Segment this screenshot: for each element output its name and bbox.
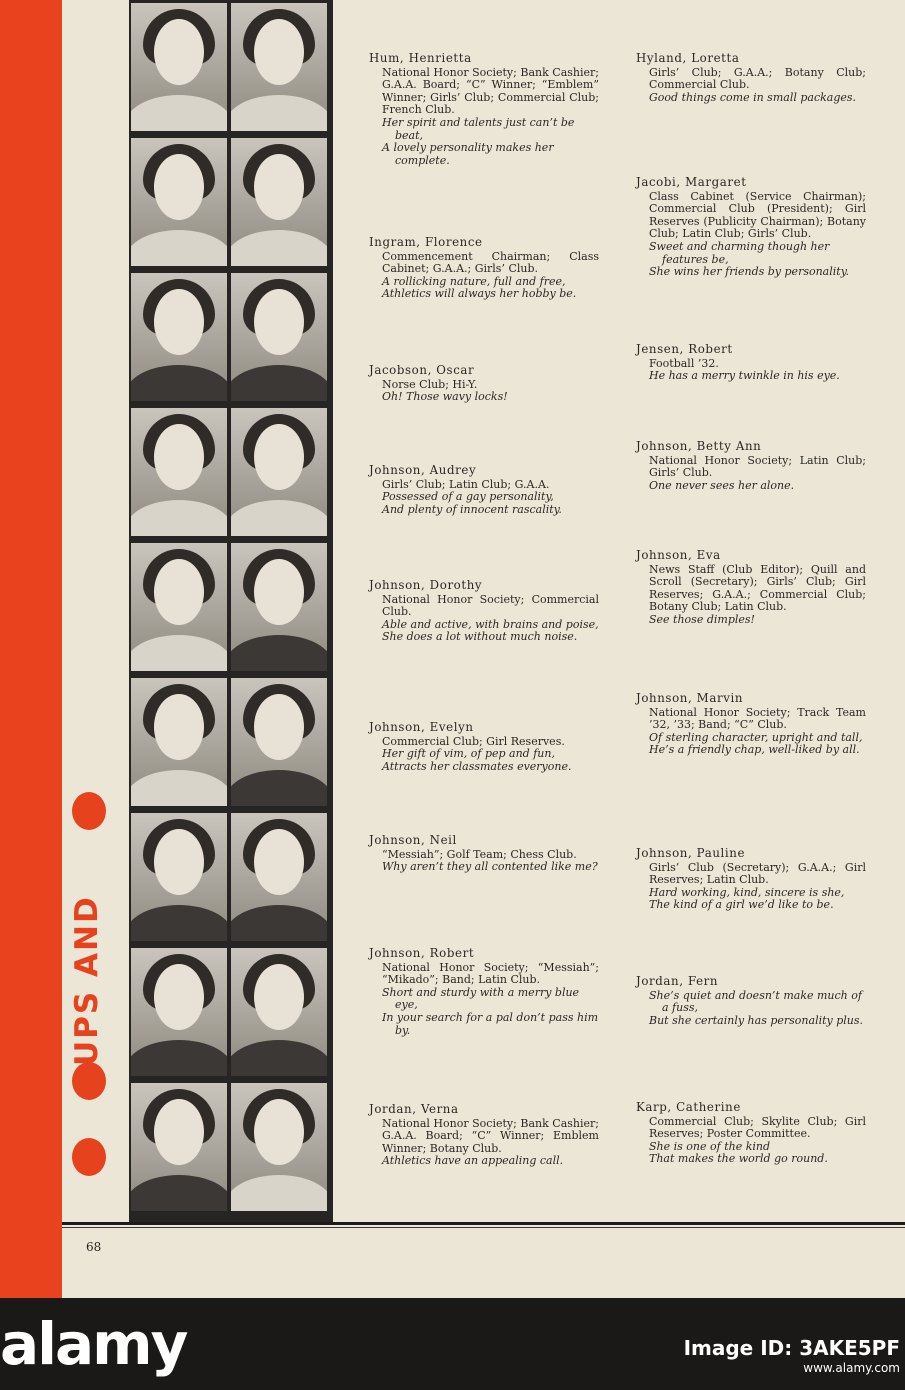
student-quote bbox=[369, 987, 599, 1037]
student-quote bbox=[636, 887, 866, 912]
senior-entry bbox=[369, 464, 599, 516]
student-name: Hum, Henrietta bbox=[369, 51, 472, 65]
senior-entry bbox=[369, 579, 599, 644]
senior-entry bbox=[636, 52, 866, 104]
accent-stripe bbox=[0, 0, 62, 1298]
student-name: Johnson, Audrey bbox=[369, 463, 477, 477]
student-name: Johnson, Betty Ann bbox=[636, 439, 762, 453]
student-portrait bbox=[131, 1083, 227, 1211]
student-name: Jacobson, Oscar bbox=[369, 363, 475, 377]
senior-entry bbox=[636, 847, 866, 912]
quote-line: Of sterling character, upright and tall, bbox=[649, 730, 863, 744]
student-quote bbox=[369, 491, 599, 516]
student-portrait bbox=[231, 273, 327, 401]
quote-line: But she certainly has personality plus. bbox=[649, 1013, 864, 1027]
student-quote bbox=[369, 117, 599, 167]
bottom-rule bbox=[62, 1222, 905, 1225]
decorative-dot bbox=[72, 792, 106, 830]
student-activities: Commencement Chairman; Class Cabinet; G.A.A.; Girls’ Club. bbox=[382, 249, 599, 276]
student-activities: National Honor Society; Commercial Club. bbox=[382, 592, 599, 619]
student-portrait bbox=[231, 408, 327, 536]
senior-entry bbox=[369, 236, 599, 301]
quote-line: Oh! Those wavy locks! bbox=[382, 390, 508, 404]
senior-entry bbox=[636, 176, 866, 279]
quote-line: The kind of a girl we’d like to be. bbox=[649, 898, 834, 912]
senior-entry bbox=[369, 947, 599, 1037]
student-name: Johnson, Marvin bbox=[636, 691, 744, 705]
student-name: Johnson, Eva bbox=[636, 548, 721, 562]
page-number: 68 bbox=[86, 1240, 102, 1254]
student-quote bbox=[369, 391, 599, 404]
student-quote bbox=[369, 1155, 599, 1168]
student-portrait bbox=[231, 543, 327, 671]
quote-line: She wins her friends by personality. bbox=[649, 265, 849, 279]
quote-line: Attracts her classmates everyone. bbox=[382, 759, 572, 773]
student-name: Jensen, Robert bbox=[636, 342, 733, 356]
quote-line: One never sees her alone. bbox=[649, 478, 795, 492]
quote-line: A lovely personality makes her complete. bbox=[382, 141, 554, 167]
student-activities: Football ’32. bbox=[649, 356, 719, 370]
student-portrait bbox=[131, 3, 227, 131]
quote-line: Why aren’t they all contented like me? bbox=[382, 860, 598, 874]
student-portrait bbox=[231, 678, 327, 806]
student-name: Johnson, Dorothy bbox=[369, 578, 483, 592]
student-activities: Commercial Club; Girl Reserves. bbox=[382, 734, 565, 748]
student-name: Johnson, Pauline bbox=[636, 846, 746, 860]
quote-line: Athletics will always her hobby be. bbox=[382, 287, 577, 301]
senior-entry bbox=[369, 1103, 599, 1168]
quote-line: Able and active, with brains and poise, bbox=[382, 617, 599, 631]
senior-entry bbox=[636, 975, 866, 1027]
quote-line: That makes the world go round. bbox=[649, 1152, 828, 1166]
photo-grid bbox=[129, 0, 333, 1222]
student-portrait bbox=[131, 948, 227, 1076]
quote-line: He’s a friendly chap, well-liked by all. bbox=[649, 743, 860, 757]
senior-entry bbox=[636, 1101, 866, 1166]
student-activities: National Honor Society; Bank Cashier; G.A.A. Board; “C” Winner; “Emblem” Winner; Girls’ Club; Commercial Club; French Club. bbox=[382, 65, 599, 117]
senior-entry bbox=[636, 692, 866, 757]
quote-line: She does a lot without much noise. bbox=[382, 630, 578, 644]
quote-line: Sweet and charming though her features be, bbox=[649, 239, 830, 266]
decorative-dot bbox=[72, 1138, 106, 1176]
student-activities: News Staff (Club Editor); Quill and Scroll (Secretary); Girls’ Club; Girl Reserves; G.A.A.; Commercial Club; Botany Club; Latin Club. bbox=[649, 562, 866, 614]
student-portrait bbox=[131, 543, 227, 671]
student-portrait bbox=[231, 1083, 327, 1211]
student-activities: National Honor Society; “Messiah”; “Mikado”; Band; Latin Club. bbox=[382, 960, 599, 987]
senior-entry bbox=[369, 52, 599, 167]
student-quote bbox=[636, 480, 866, 493]
student-activities: Girls’ Club; Latin Club; G.A.A. bbox=[382, 477, 550, 491]
quote-line: Good things come in small packages. bbox=[649, 90, 857, 104]
student-name: Jacobi, Margaret bbox=[636, 175, 747, 189]
student-quote bbox=[369, 619, 599, 644]
student-quote bbox=[636, 92, 866, 105]
student-activities: Class Cabinet (Service Chairman); Commercial Club (President); Girl Reserves (Publicity Chairman); Botany Club; Latin Club; Girls’ Club. bbox=[649, 189, 866, 241]
senior-entry bbox=[636, 343, 866, 383]
decorative-dot bbox=[72, 1062, 106, 1100]
senior-entry bbox=[369, 834, 599, 874]
student-name: Jordan, Fern bbox=[636, 974, 719, 988]
quote-line: See those dimples! bbox=[649, 612, 755, 626]
student-activities: National Honor Society; Latin Club; Girls’ Club. bbox=[649, 453, 866, 480]
student-name: Ingram, Florence bbox=[369, 235, 483, 249]
quote-line: Short and sturdy with a merry blue eye, bbox=[382, 985, 580, 1012]
stock-url: www.alamy.com bbox=[803, 1361, 900, 1375]
student-quote bbox=[636, 370, 866, 383]
student-portrait bbox=[131, 138, 227, 266]
student-activities: Girls’ Club; G.A.A.; Botany Club; Commercial Club. bbox=[649, 65, 866, 92]
quote-line: And plenty of innocent rascality. bbox=[382, 502, 562, 516]
quote-line: Her gift of vim, of pep and fun, bbox=[382, 747, 555, 761]
student-portrait bbox=[231, 3, 327, 131]
quote-line: A rollicking nature, full and free, bbox=[382, 274, 566, 288]
student-quote bbox=[636, 732, 866, 757]
senior-entry bbox=[369, 364, 599, 404]
senior-entry bbox=[369, 721, 599, 773]
student-name: Johnson, Evelyn bbox=[369, 720, 474, 734]
quote-line: Hard working, kind, sincere is she, bbox=[649, 885, 845, 899]
student-portrait bbox=[231, 948, 327, 1076]
quote-line: She is one of the kind bbox=[649, 1139, 771, 1153]
student-quote bbox=[636, 614, 866, 627]
student-portrait bbox=[131, 273, 227, 401]
student-portrait bbox=[131, 813, 227, 941]
bottom-rule-thin bbox=[62, 1227, 905, 1228]
stock-footer bbox=[630, 1338, 900, 1378]
student-activities: Norse Club; Hi-Y. bbox=[382, 377, 478, 391]
student-activities: Commercial Club; Skylite Club; Girl Reserves; Poster Committee. bbox=[649, 1114, 866, 1141]
image-id: Image ID: 3AKE5PF bbox=[683, 1336, 900, 1360]
student-portrait bbox=[231, 138, 327, 266]
student-portrait bbox=[131, 408, 227, 536]
student-name: Hyland, Loretta bbox=[636, 51, 740, 65]
student-name: Jordan, Verna bbox=[369, 1102, 459, 1116]
student-quote bbox=[636, 990, 866, 1028]
quote-line: Possessed of a gay personality, bbox=[382, 490, 554, 504]
student-quote bbox=[369, 861, 599, 874]
student-quote bbox=[636, 1141, 866, 1166]
quote-line: He has a merry twinkle in his eye. bbox=[649, 369, 840, 383]
quote-line: Her spirit and talents just can’t be beat, bbox=[382, 115, 575, 142]
side-label: UPS AND bbox=[69, 895, 105, 1066]
quote-line: She’s quiet and doesn’t make much of a fuss, bbox=[649, 988, 862, 1015]
student-name: Johnson, Robert bbox=[369, 946, 475, 960]
watermark: alamy bbox=[0, 1310, 187, 1378]
student-activities: “Messiah”; Golf Team; Chess Club. bbox=[382, 847, 577, 861]
student-activities: Girls’ Club (Secretary); G.A.A.; Girl Reserves; Latin Club. bbox=[649, 860, 866, 887]
student-activities: National Honor Society; Track Team ’32, ’33; Band; “C” Club. bbox=[649, 705, 866, 732]
quote-line: In your search for a pal don’t pass him by. bbox=[382, 1010, 599, 1037]
senior-entry bbox=[636, 549, 866, 627]
student-quote bbox=[369, 748, 599, 773]
student-quote bbox=[636, 241, 866, 279]
quote-line: Athletics have an appealing call. bbox=[382, 1154, 564, 1168]
student-activities: National Honor Society; Bank Cashier; G.A.A. Board; “C” Winner; Emblem Winner; Botany Club. bbox=[382, 1116, 599, 1155]
student-name: Johnson, Neil bbox=[369, 833, 457, 847]
senior-entry bbox=[636, 440, 866, 492]
student-portrait bbox=[231, 813, 327, 941]
student-name: Karp, Catherine bbox=[636, 1100, 741, 1114]
student-portrait bbox=[131, 678, 227, 806]
student-quote bbox=[369, 276, 599, 301]
